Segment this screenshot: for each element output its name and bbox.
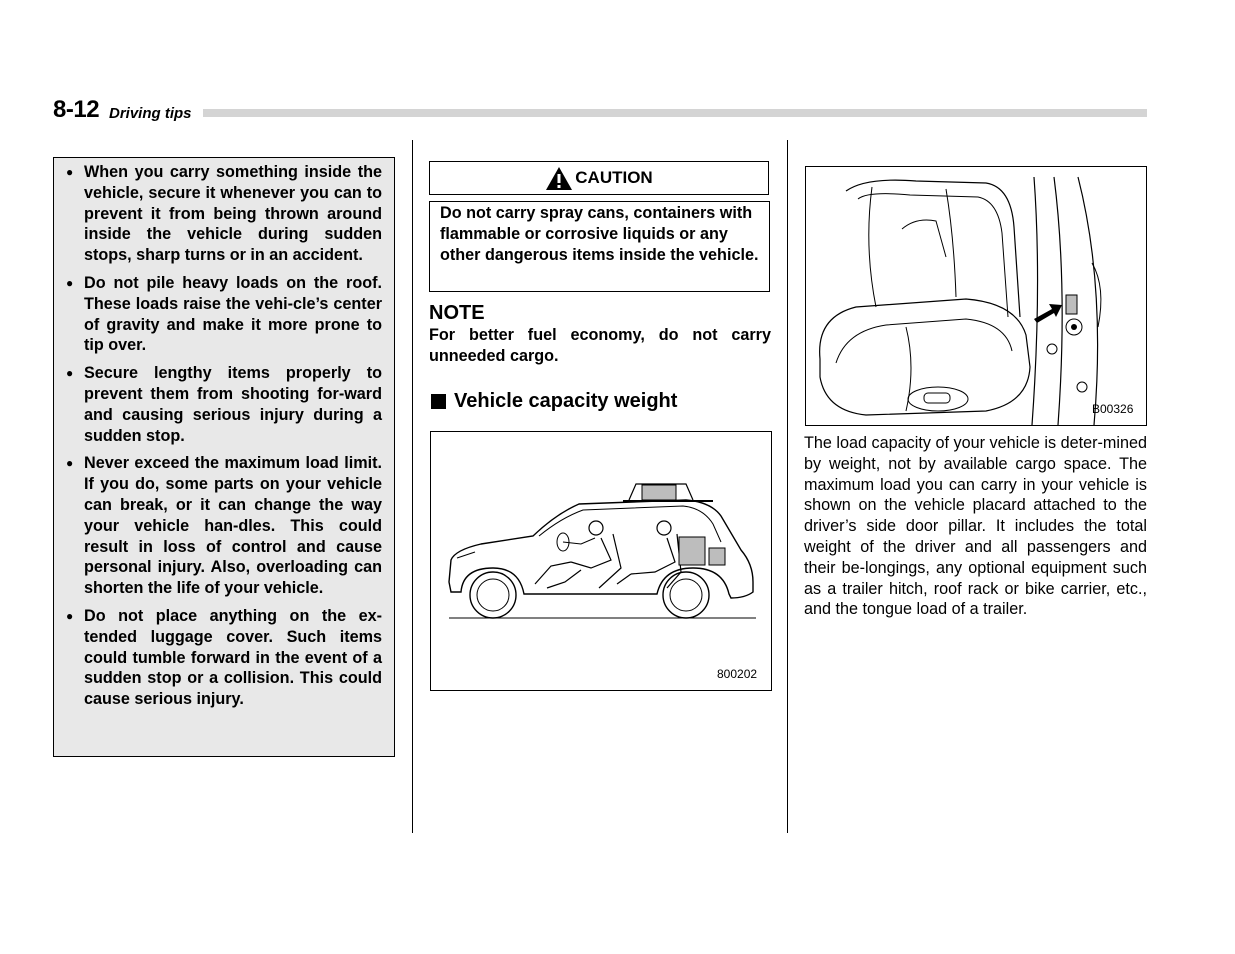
figure-door-pillar xyxy=(805,166,1147,426)
warning-text: Do not pile heavy loads on the roof. These loads raise the vehi-cle’s center of gravity and make it more prone to tip over. xyxy=(84,273,382,355)
warning-item xyxy=(66,453,382,599)
caution-header xyxy=(429,161,769,195)
warning-triangle-icon xyxy=(545,166,573,191)
square-bullet-icon xyxy=(431,394,446,409)
page-header xyxy=(53,96,1147,126)
header-bar xyxy=(203,109,1147,117)
bullet-icon: ● xyxy=(66,608,74,623)
caution-header-inner xyxy=(545,166,652,191)
caution-label: CAUTION xyxy=(575,168,653,187)
warning-box xyxy=(53,157,395,757)
section-heading xyxy=(431,390,677,413)
car-cutaway-illustration xyxy=(431,432,772,691)
bullet-icon: ● xyxy=(66,456,74,471)
figure-car-load xyxy=(430,431,772,691)
column-divider-left xyxy=(412,140,413,833)
warning-item xyxy=(66,273,382,356)
warning-item xyxy=(66,162,382,266)
warning-text: Never exceed the maximum load limit. If you do, some parts on your vehicle can break, or it can change the way your vehicle han-dles. This could result in loss of control and cause personal injury. Also, overloading can shorten the life of your vehicle. xyxy=(84,454,382,598)
column-divider-right xyxy=(787,140,788,833)
bullet-icon: ● xyxy=(66,366,74,381)
figure-code: B00326 xyxy=(1092,402,1134,416)
section-heading-text: Vehicle capacity weight xyxy=(454,390,678,412)
seat-door-pillar-illustration xyxy=(806,167,1147,426)
warning-text: Secure lengthy items properly to prevent them from shooting for-ward and causing serious injury during a sudden stop. xyxy=(84,364,382,445)
warning-text: Do not place anything on the ex-tended luggage cover. Such items could tumble forward in the event of a sudden stop or a collision. This could cause serious injury. xyxy=(84,606,382,709)
load-capacity-paragraph: The load capacity of your vehicle is deter-mined by weight, not by available cargo space. The maximum load you can carry in your vehicle is shown on the vehicle placard attached to the driver’s side door pillar. It includes the total weight of the driver and all passengers and their be-longings, any optional equipment such as a trailer hitch, roof rack or bike carrier, etc., and the tongue load of a trailer. xyxy=(804,434,1147,619)
note-body: For better fuel economy, do not carry unneeded cargo. xyxy=(429,326,771,365)
warning-item xyxy=(66,606,382,710)
page-number: 8-12 xyxy=(53,96,100,123)
section-name: Driving tips xyxy=(109,105,192,122)
warning-text: When you carry something inside the vehicle, secure it whenever you can to prevent it from being thrown around inside the vehicle during sudden stops, sharp turns or in an accident. xyxy=(84,163,382,265)
warning-item xyxy=(66,363,382,446)
bullet-icon: ● xyxy=(66,165,74,179)
figure-code: 800202 xyxy=(717,667,758,681)
warning-list xyxy=(66,162,382,710)
caution-body: Do not carry spray cans, containers with flammable or corrosive liquids or any other dangerous items inside the vehicle. xyxy=(429,201,770,292)
bullet-icon: ● xyxy=(66,275,74,290)
note-title: NOTE xyxy=(429,302,485,324)
